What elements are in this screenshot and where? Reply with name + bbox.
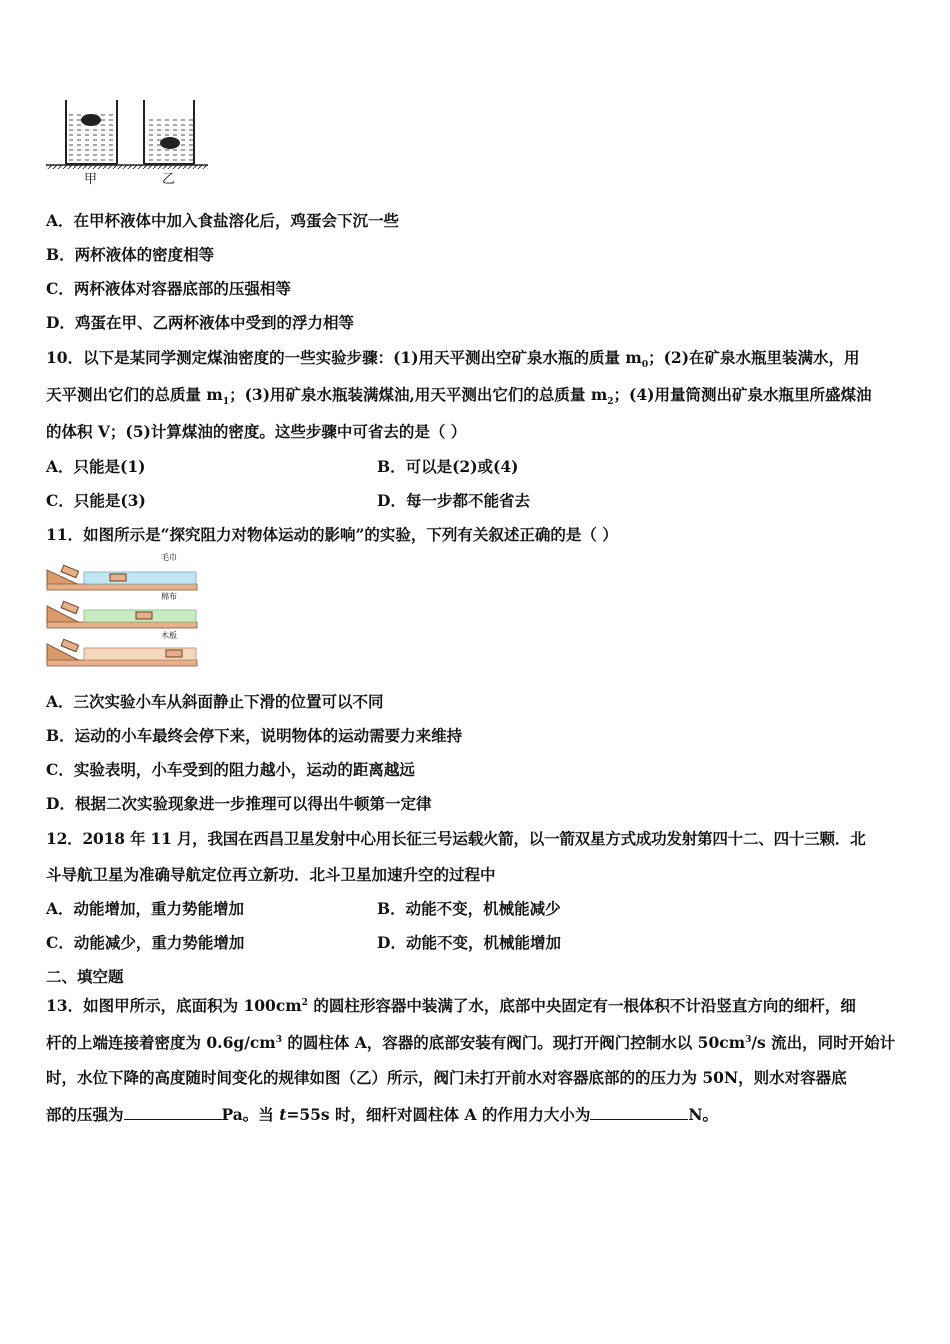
q13-line2: 杆的上端连接着密度为 $0.6g/cm^3$ 的圆柱体 A，容器的底部安装有阀门。现打开阀门控制水以 $50cm^3/s$ 流出，同时开始计 (46, 1033, 896, 1053)
beaker-label-left: 甲 (84, 172, 98, 187)
q9-option-d: D．鸡蛋在甲、乙两杯液体中受到的浮力相等 (46, 313, 354, 332)
answer-blank-force[interactable] (590, 1105, 688, 1120)
q12-option-b: B．动能不变，机械能减少 (377, 899, 561, 918)
q10-option-b: B．可以是(2)或(4) (377, 457, 519, 476)
q9-option-c: C．两杯液体对容器底部的压强相等 (46, 279, 291, 298)
q11-option-c: C．实验表明，小车受到的阻力越小，运动的距离越远 (46, 760, 415, 779)
ramps-figure (44, 554, 204, 672)
q10-stem-line3: 的体积 V；(5)计算煤油的密度。这些步骤中可省去的是（ ） (46, 422, 467, 441)
q12-option-d: D．动能不变，机械能增加 (377, 933, 561, 952)
beakers-figure (44, 98, 212, 190)
q9-option-a: A．在甲杯液体中加入食盐溶化后，鸡蛋会下沉一些 (46, 211, 400, 230)
ramp-label-cotton: 棉布 (161, 592, 177, 601)
q12-stem-line1: 12．2018 年 11 月，我国在西昌卫星发射中心用长征三号运载火箭，以一箭双星方式成功发射第四十二、四十三颗．北 (46, 829, 866, 848)
q10-option-d: D．每一步都不能省去 (377, 491, 530, 510)
ramp-label-wood: 木板 (161, 631, 177, 640)
q9-option-b: B．两杯液体的密度相等 (46, 245, 215, 264)
q10-stem-line2: 天平测出它们的总质量 $m_1$；(3)用矿泉水瓶装满煤油,用天平测出它们的总质量 $m_2$；(4)用量筒测出矿泉水瓶里所盛煤油 (46, 385, 872, 408)
q11-option-d: D．根据二次实验现象进一步推理可以得出牛顿第一定律 (46, 794, 432, 813)
q10-option-c: C．只能是(3) (46, 491, 146, 510)
q13-line3: 时，水位下降的高度随时间变化的规律如图（乙）所示，阀门未打开前水对容器底部的的压力为 50N，则水对容器底 (46, 1068, 847, 1087)
q12-stem-line2: 斗导航卫星为准确导航定位再立新功．北斗卫星加速升空的过程中 (46, 865, 496, 884)
ramp-label-towel: 毛巾 (161, 553, 177, 562)
q11-stem: 11．如图所示是“探究阻力对物体运动的影响”的实验，下列有关叙述正确的是（ ） (46, 525, 618, 544)
q12-option-a: A．动能增加，重力势能增加 (46, 899, 245, 918)
q13-line4: 部的压强为 Pa。当 t=55s 时，细杆对圆柱体 A 的作用力大小为 N。 (46, 1105, 719, 1124)
q13-line1: 13．如图甲所示，底面积为 $100cm^2$ 的圆柱形容器中装满了水，底部中央固定有一根体积不计沿竖直方向的细杆，细 (46, 996, 856, 1016)
beaker-label-right: 乙 (162, 172, 176, 187)
q12-option-c: C．动能减少，重力势能增加 (46, 933, 245, 952)
answer-blank-pressure[interactable] (124, 1105, 222, 1120)
q10-stem-line1: 10．以下是某同学测定煤油密度的一些实验步骤：(1)用天平测出空矿泉水瓶的质量 $m_0$；(2)在矿泉水瓶里装满水，用 (46, 348, 860, 371)
q11-option-a: A．三次实验小车从斜面静止下滑的位置可以不同 (46, 692, 384, 711)
q10-option-a: A．只能是(1) (46, 457, 146, 476)
q11-option-b: B．运动的小车最终会停下来，说明物体的运动需要力来维持 (46, 726, 463, 745)
section-title-fill-in: 二、填空题 (46, 967, 124, 986)
